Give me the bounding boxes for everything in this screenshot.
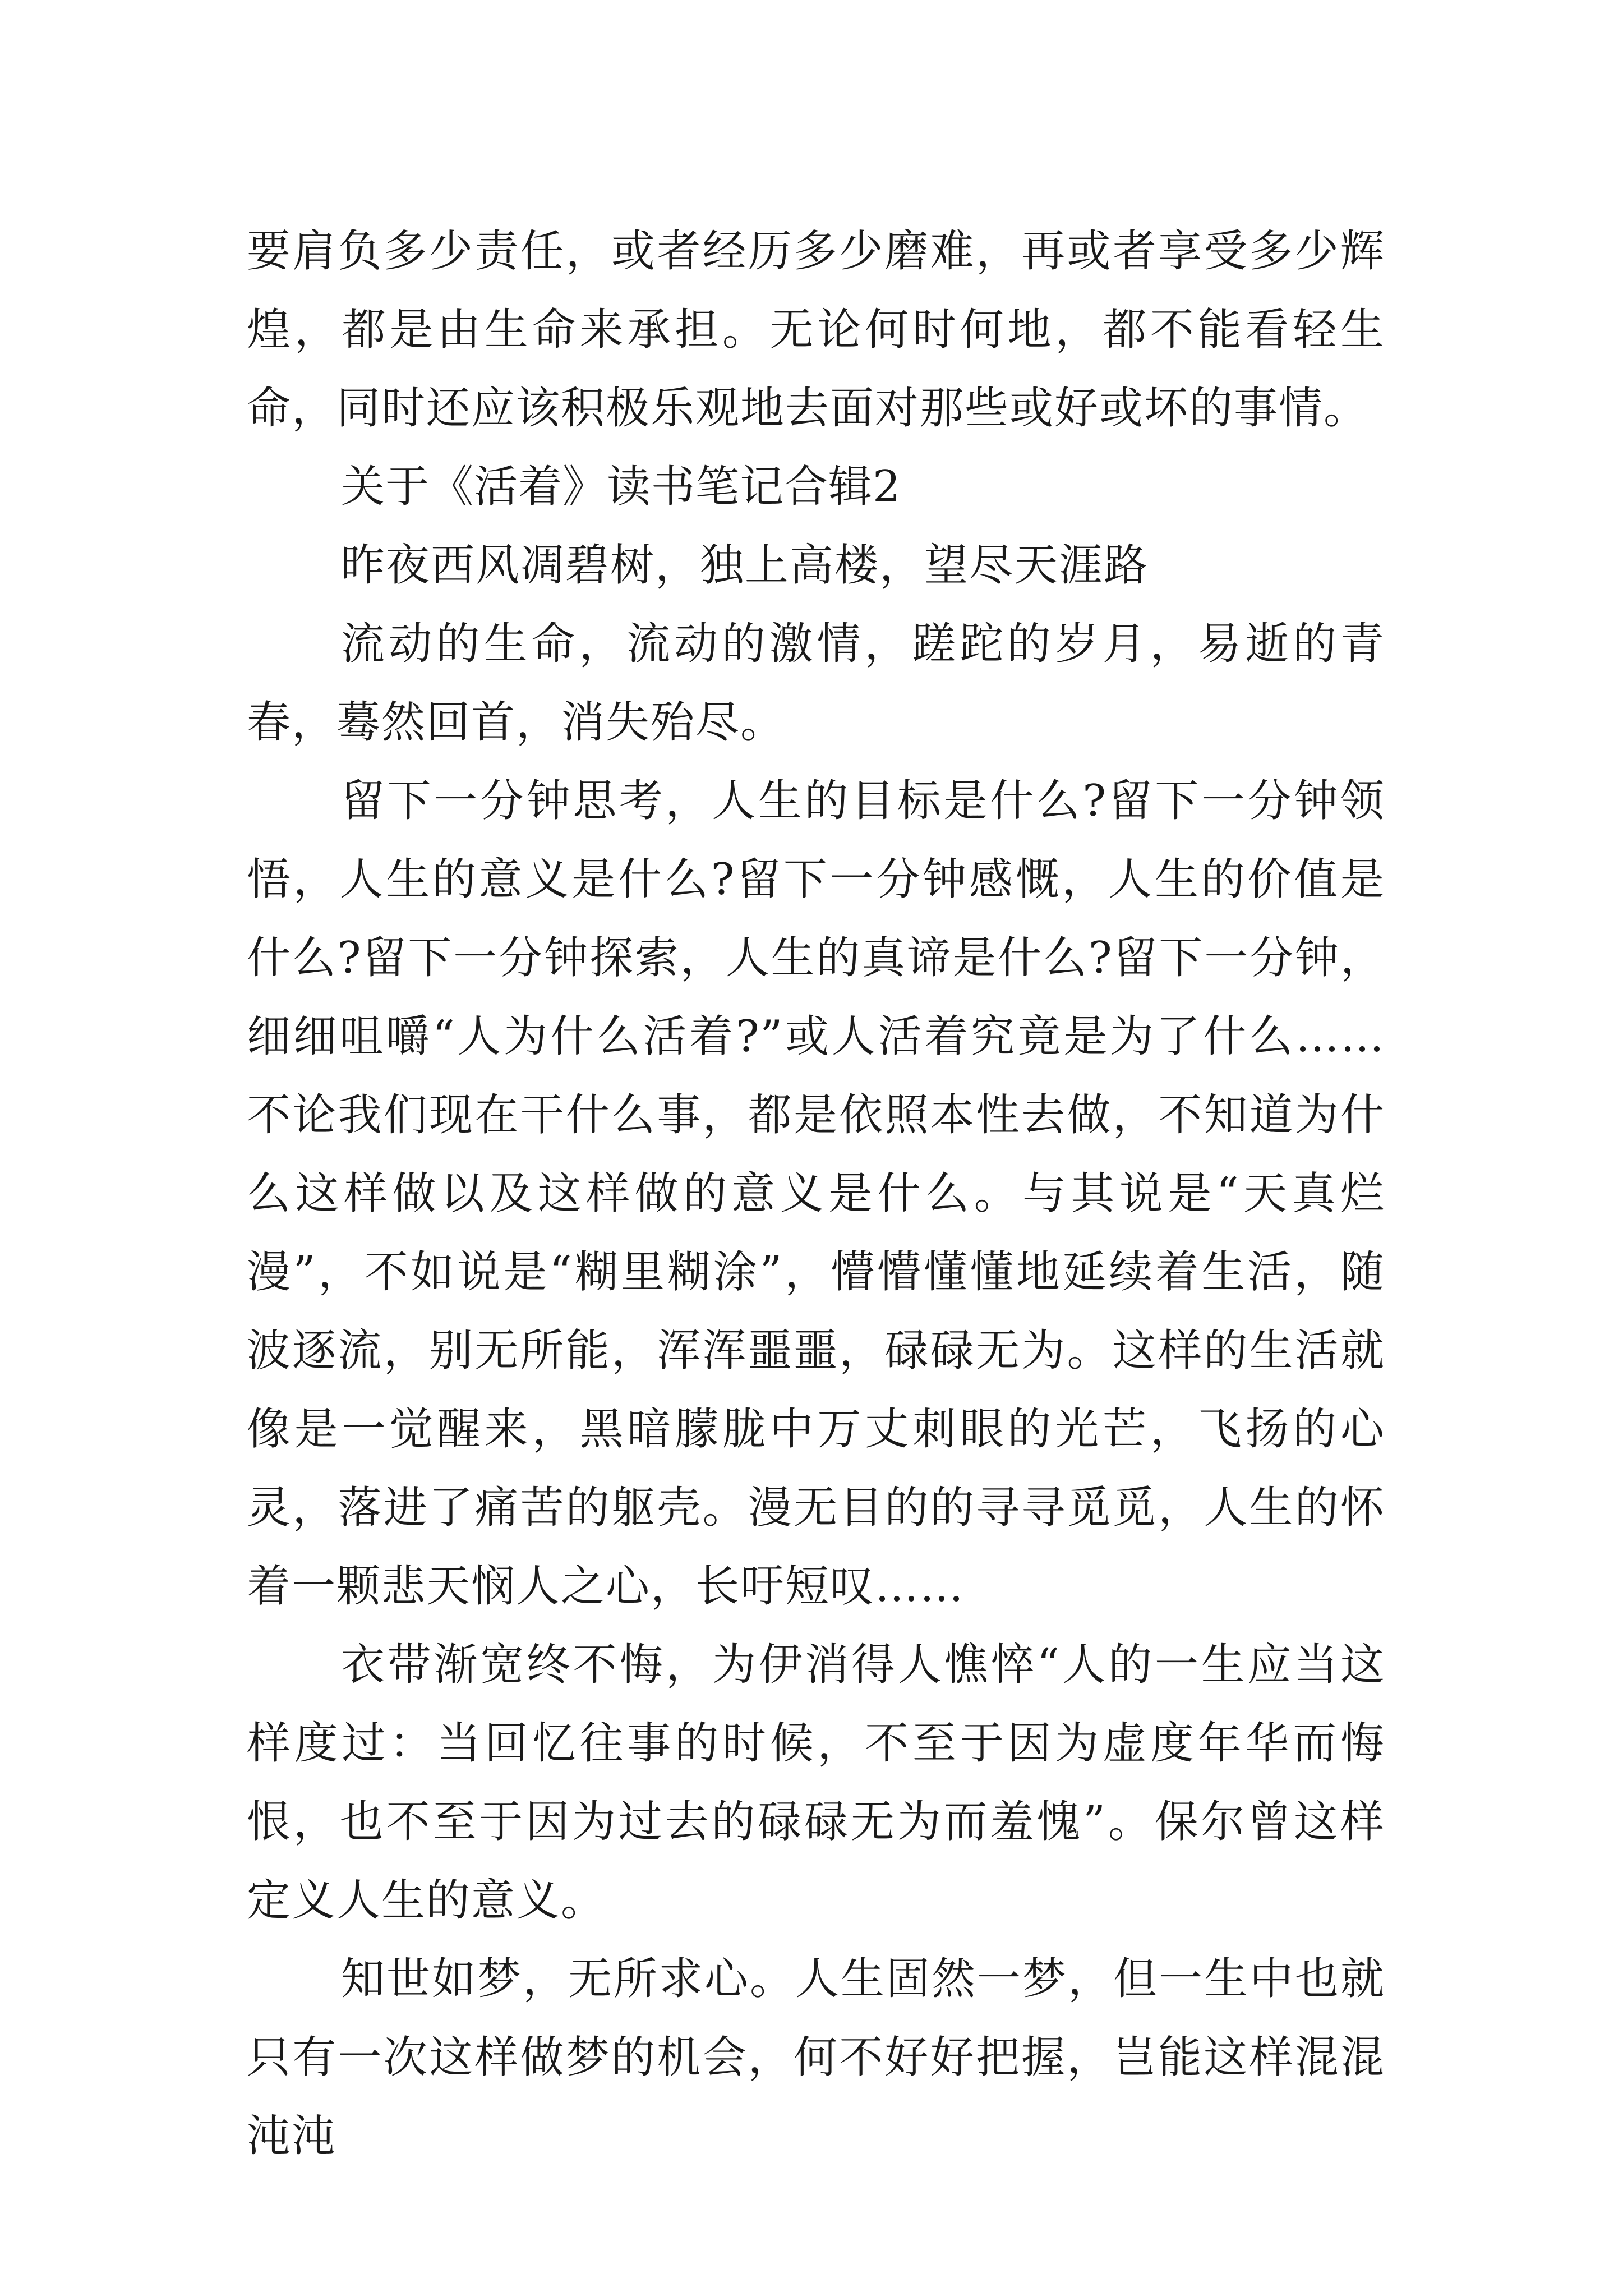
paragraph-poem-line: 昨夜西风凋碧树，独上高楼，望尽天涯路 [341,540,1149,591]
paragraph: 知世如梦，无所求心。人生固然一梦，但一生中也就只有一次这样做梦的机会，何不好好把握，岂能这样混混沌沌 [247,1954,1385,2161]
paragraph: 衣带渐宽终不悔，为伊消得人憔悴“人的一生应当这样度过：当回忆往事的时候，不至于因为虚度年华而悔恨，也不至于因为过去的碌碌无为而羞愧”。保尔曾这样定义人生的意义。 [247,1640,1385,1926]
paragraph: 流动的生命，流动的激情，蹉跎的岁月，易逝的青春，蓦然回首，消失殆尽。 [247,619,1385,748]
section-heading: 关于《活着》读书笔记合辑2 [341,462,901,512]
paragraph: 留下一分钟思考，人生的目标是什么?留下一分钟领悟，人生的意义是什么?留下一分钟感慨，人生的价值是什么?留下一分钟探索，人生的真谛是什么?留下一分钟，细细咀嚼“人为什么活着?”或人活着究竟是为了什么……不论我们现在干什么事，都是依照本性去做，不知道为什么这样做以及这样做的意义是什么。与其说是“天真烂漫”，不如说是“糊里糊涂”，懵懵懂懂地延续着生活，随波逐流，别无所能，浑浑噩噩，碌碌无为。这样的生活就像是一觉醒来，黑暗朦胧中万丈刺眼的光芒，飞扬的心灵，落进了痛苦的躯壳。漫无目的的寻寻觅觅，人生的怀着一颗悲天悯人之心，长吁短叹…… [247,776,1385,1612]
document-body [247,212,1385,2175]
paragraph-continuation: 要肩负多少责任，或者经历多少磨难，再或者享受多少辉煌，都是由生命来承担。无论何时何地，都不能看轻生命，同时还应该积极乐观地去面对那些或好或坏的事情。 [247,226,1385,434]
